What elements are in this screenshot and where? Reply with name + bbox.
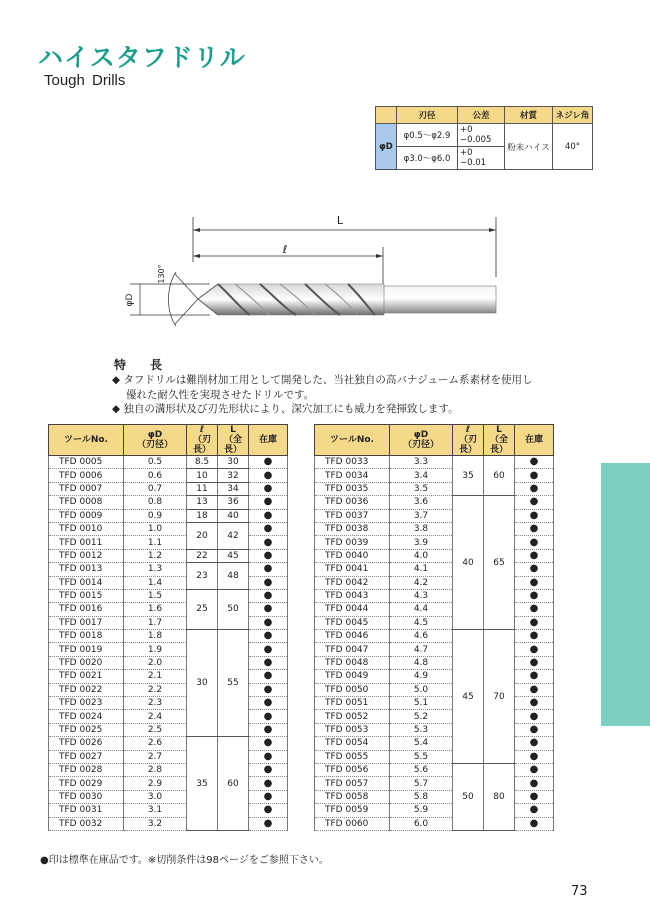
product-table-left — [48, 424, 288, 831]
table-row — [315, 456, 554, 469]
table-row — [49, 522, 288, 535]
cell-tool-no: TFD 0029 — [49, 777, 124, 790]
table-row — [315, 697, 554, 710]
cell-stock: ● — [515, 589, 554, 602]
cell-tool-no: TFD 0058 — [315, 790, 390, 803]
cell-tool-no: TFD 0051 — [315, 697, 390, 710]
page-number: 73 — [571, 884, 588, 899]
cell-flute-length: 18 — [187, 509, 218, 522]
table-row — [315, 723, 554, 736]
cell-stock: ● — [515, 710, 554, 723]
cell-overall-length: 32 — [218, 469, 249, 482]
cell-tool-no: TFD 0021 — [49, 670, 124, 683]
label-L: L — [336, 214, 344, 227]
table-row — [315, 656, 554, 669]
cell-tool-no: TFD 0060 — [315, 817, 390, 830]
table-row — [315, 737, 554, 750]
table-body-left — [49, 456, 288, 831]
drill-drawing — [100, 212, 510, 337]
cell-stock: ● — [515, 737, 554, 750]
dimension-flute-length — [193, 243, 383, 284]
table-row — [49, 456, 288, 469]
table-row — [315, 777, 554, 790]
cell-overall-length: 55 — [218, 630, 249, 737]
cell-stock: ● — [515, 576, 554, 589]
cell-stock: ● — [515, 763, 554, 776]
table-row — [49, 777, 288, 790]
table-row — [315, 549, 554, 562]
table-row — [315, 790, 554, 803]
cell-tool-no: TFD 0016 — [49, 603, 124, 616]
cell-tool-no: TFD 0017 — [49, 616, 124, 629]
cell-flute-length: 10 — [187, 469, 218, 482]
cell-tool-no: TFD 0010 — [49, 522, 124, 535]
cell-diameter: 3.8 — [390, 522, 453, 535]
cell-stock: ● — [249, 589, 288, 602]
cell-stock: ● — [515, 549, 554, 562]
cell-stock: ● — [249, 496, 288, 509]
cell-stock: ● — [515, 697, 554, 710]
cell-tool-no: TFD 0012 — [49, 549, 124, 562]
header-stock: 在庫 — [249, 425, 288, 456]
cell-stock: ● — [249, 549, 288, 562]
cell-stock: ● — [515, 630, 554, 643]
cell-tool-no: TFD 0057 — [315, 777, 390, 790]
table-row — [315, 603, 554, 616]
cell-diameter: 0.9 — [124, 509, 187, 522]
table-row — [315, 670, 554, 683]
cell-diameter: 2.1 — [124, 670, 187, 683]
cell-stock: ● — [249, 763, 288, 776]
spec-header-helix: ネジレ角 — [553, 107, 593, 124]
feature-1-cont: 優れた耐久性を実現させたドリルです。 — [126, 389, 315, 401]
cell-diameter: 5.8 — [390, 790, 453, 803]
cell-tool-no: TFD 0020 — [49, 656, 124, 669]
cell-tool-no: TFD 0045 — [315, 616, 390, 629]
cell-overall-length: 50 — [218, 589, 249, 629]
cell-diameter: 0.5 — [124, 456, 187, 469]
cell-tool-no: TFD 0042 — [315, 576, 390, 589]
cell-stock: ● — [249, 737, 288, 750]
cell-tool-no: TFD 0052 — [315, 710, 390, 723]
cell-stock: ● — [515, 563, 554, 576]
cell-diameter: 2.9 — [124, 777, 187, 790]
table-row — [315, 469, 554, 482]
cell-overall-length: 60 — [218, 737, 249, 831]
cell-stock: ● — [249, 630, 288, 643]
cell-flute-length: 25 — [187, 589, 218, 629]
cell-overall-length: 45 — [218, 549, 249, 562]
spec-tolerance: +0 −0.005 — [458, 124, 505, 147]
table-row — [49, 817, 288, 830]
label-diameter: φD — [125, 293, 135, 307]
header-tool: ツールNo. — [49, 425, 124, 456]
cell-overall-length: 36 — [218, 496, 249, 509]
cell-overall-length: 80 — [484, 763, 515, 830]
cell-tool-no: TFD 0023 — [49, 697, 124, 710]
label-point-angle: 130° — [157, 264, 166, 284]
cell-overall-length: 34 — [218, 482, 249, 495]
cell-diameter: 2.5 — [124, 723, 187, 736]
cell-stock: ● — [515, 469, 554, 482]
cell-flute-length: 22 — [187, 549, 218, 562]
cell-diameter: 0.8 — [124, 496, 187, 509]
cell-overall-length: 60 — [484, 456, 515, 496]
cell-stock: ● — [249, 456, 288, 469]
spec-header-tolerance: 公差 — [458, 107, 505, 124]
cell-tool-no: TFD 0025 — [49, 723, 124, 736]
table-row — [49, 536, 288, 549]
table-row — [315, 509, 554, 522]
cell-overall-length: 42 — [218, 522, 249, 549]
table-row — [49, 710, 288, 723]
table-row — [315, 817, 554, 830]
cell-tool-no: TFD 0056 — [315, 763, 390, 776]
cell-stock: ● — [515, 616, 554, 629]
cell-stock: ● — [249, 522, 288, 535]
cell-diameter: 5.4 — [390, 737, 453, 750]
cell-diameter: 4.0 — [390, 549, 453, 562]
cell-flute-length: 23 — [187, 563, 218, 590]
cell-diameter: 2.7 — [124, 750, 187, 763]
cell-stock: ● — [515, 804, 554, 817]
cell-diameter: 5.5 — [390, 750, 453, 763]
cell-stock: ● — [249, 469, 288, 482]
cell-diameter: 5.0 — [390, 683, 453, 696]
cell-stock: ● — [515, 522, 554, 535]
header-overall-length: L （全長） — [218, 425, 249, 456]
cell-tool-no: TFD 0046 — [315, 630, 390, 643]
cell-stock: ● — [515, 750, 554, 763]
cell-stock: ● — [515, 656, 554, 669]
spec-diameter-label: φD — [376, 124, 397, 170]
cell-diameter: 2.0 — [124, 656, 187, 669]
cell-tool-no: TFD 0026 — [49, 737, 124, 750]
cell-diameter: 5.2 — [390, 710, 453, 723]
cell-diameter: 2.8 — [124, 763, 187, 776]
table-row — [315, 763, 554, 776]
table-row — [49, 670, 288, 683]
cell-diameter: 1.3 — [124, 563, 187, 576]
cell-flute-length: 11 — [187, 482, 218, 495]
cell-diameter: 1.7 — [124, 616, 187, 629]
dimension-point-angle — [157, 264, 198, 326]
cell-diameter: 1.0 — [124, 522, 187, 535]
cell-diameter: 4.2 — [390, 576, 453, 589]
cell-stock: ● — [249, 790, 288, 803]
cell-tool-no: TFD 0019 — [49, 643, 124, 656]
cell-flute-length: 50 — [453, 763, 484, 830]
cell-stock: ● — [515, 603, 554, 616]
cell-diameter: 1.1 — [124, 536, 187, 549]
cell-diameter: 3.7 — [390, 509, 453, 522]
cell-stock: ● — [249, 536, 288, 549]
cell-flute-length: 8.5 — [187, 456, 218, 469]
cell-overall-length: 40 — [218, 509, 249, 522]
cell-overall-length: 65 — [484, 496, 515, 630]
cell-tool-no: TFD 0047 — [315, 643, 390, 656]
header-diameter: φD （刃径） — [124, 425, 187, 456]
cell-diameter: 0.7 — [124, 482, 187, 495]
cell-stock: ● — [249, 656, 288, 669]
cell-stock: ● — [515, 683, 554, 696]
table-row — [49, 804, 288, 817]
cell-tool-no: TFD 0034 — [315, 469, 390, 482]
cell-diameter: 5.7 — [390, 777, 453, 790]
cell-tool-no: TFD 0032 — [49, 817, 124, 830]
cell-tool-no: TFD 0035 — [315, 482, 390, 495]
cell-diameter: 3.2 — [124, 817, 187, 830]
cell-tool-no: TFD 0015 — [49, 589, 124, 602]
cell-flute-length: 30 — [187, 630, 218, 737]
features-heading: 特 長 — [114, 358, 169, 372]
cell-stock: ● — [249, 750, 288, 763]
table-row — [49, 683, 288, 696]
cell-tool-no: TFD 0039 — [315, 536, 390, 549]
table-row — [315, 643, 554, 656]
cell-diameter: 1.4 — [124, 576, 187, 589]
table-row — [315, 710, 554, 723]
cell-stock: ● — [249, 563, 288, 576]
table-row — [49, 656, 288, 669]
page-subtitle: Tough Drills — [44, 72, 126, 89]
cell-diameter: 4.4 — [390, 603, 453, 616]
cell-overall-length: 48 — [218, 563, 249, 590]
table-row — [315, 522, 554, 535]
cell-tool-no: TFD 0033 — [315, 456, 390, 469]
cell-tool-no: TFD 0055 — [315, 750, 390, 763]
cell-tool-no: TFD 0018 — [49, 630, 124, 643]
cell-tool-no: TFD 0053 — [315, 723, 390, 736]
cell-diameter: 4.1 — [390, 563, 453, 576]
cell-tool-no: TFD 0048 — [315, 656, 390, 669]
spec-range: φ0.5〜φ2.9 — [397, 124, 458, 147]
spec-table — [375, 106, 593, 170]
feature-2: ◆ 独自の溝形状及び刃先形状により、深穴加工にも威力を発揮致します。 — [112, 403, 459, 415]
cell-diameter: 3.3 — [390, 456, 453, 469]
cell-stock: ● — [515, 496, 554, 509]
cell-stock: ● — [515, 790, 554, 803]
cell-flute-length: 13 — [187, 496, 218, 509]
cell-diameter: 4.7 — [390, 643, 453, 656]
cell-tool-no: TFD 0014 — [49, 576, 124, 589]
table-body-right — [315, 456, 554, 831]
table-row — [49, 482, 288, 495]
header-flute-length: ℓ （刃長） — [453, 425, 484, 456]
table-row — [49, 496, 288, 509]
cell-overall-length: 70 — [484, 630, 515, 764]
cell-diameter: 0.6 — [124, 469, 187, 482]
cell-tool-no: TFD 0007 — [49, 482, 124, 495]
header-stock: 在庫 — [515, 425, 554, 456]
cell-diameter: 3.0 — [124, 790, 187, 803]
table-row — [315, 630, 554, 643]
cell-diameter: 6.0 — [390, 817, 453, 830]
cell-stock: ● — [249, 777, 288, 790]
header-tool: ツールNo. — [315, 425, 390, 456]
drill-body — [198, 284, 496, 315]
cell-stock: ● — [249, 710, 288, 723]
cell-diameter: 5.3 — [390, 723, 453, 736]
cell-tool-no: TFD 0044 — [315, 603, 390, 616]
table-row — [49, 643, 288, 656]
table-row — [49, 576, 288, 589]
page-title: ハイスタフドリル — [38, 43, 246, 72]
table-row — [315, 804, 554, 817]
cell-diameter: 1.2 — [124, 549, 187, 562]
cell-stock: ● — [249, 603, 288, 616]
cell-tool-no: TFD 0006 — [49, 469, 124, 482]
table-row — [315, 482, 554, 495]
cell-diameter: 1.9 — [124, 643, 187, 656]
cell-tool-no: TFD 0050 — [315, 683, 390, 696]
spec-range: φ3.0〜φ6.0 — [397, 147, 458, 170]
cell-stock: ● — [249, 683, 288, 696]
cell-tool-no: TFD 0054 — [315, 737, 390, 750]
cell-tool-no: TFD 0036 — [315, 496, 390, 509]
cell-flute-length: 40 — [453, 496, 484, 630]
table-row — [49, 603, 288, 616]
cell-tool-no: TFD 0049 — [315, 670, 390, 683]
cell-diameter: 3.4 — [390, 469, 453, 482]
cell-stock: ● — [515, 536, 554, 549]
cell-diameter: 4.8 — [390, 656, 453, 669]
table-row — [49, 469, 288, 482]
cell-stock: ● — [249, 723, 288, 736]
cell-diameter: 5.6 — [390, 763, 453, 776]
cell-flute-length: 35 — [187, 737, 218, 831]
spec-tolerance: +0 −0.01 — [458, 147, 505, 170]
header-flute-length: ℓ （刃長） — [187, 425, 218, 456]
cell-stock: ● — [249, 817, 288, 830]
cell-stock: ● — [249, 697, 288, 710]
table-row — [49, 723, 288, 736]
cell-tool-no: TFD 0011 — [49, 536, 124, 549]
table-row — [315, 563, 554, 576]
cell-diameter: 4.3 — [390, 589, 453, 602]
cell-diameter: 5.1 — [390, 697, 453, 710]
spec-header-diameter: 刃径 — [397, 107, 458, 124]
cell-tool-no: TFD 0022 — [49, 683, 124, 696]
table-row — [49, 697, 288, 710]
cell-tool-no: TFD 0038 — [315, 522, 390, 535]
cell-diameter: 2.4 — [124, 710, 187, 723]
cell-overall-length: 30 — [218, 456, 249, 469]
table-row — [49, 763, 288, 776]
product-table-right — [314, 424, 554, 831]
table-row — [315, 536, 554, 549]
cell-stock: ● — [515, 670, 554, 683]
cell-tool-no: TFD 0037 — [315, 509, 390, 522]
spec-helix-angle: 40° — [553, 124, 593, 170]
table-row — [49, 589, 288, 602]
cell-tool-no: TFD 0005 — [49, 456, 124, 469]
cell-tool-no: TFD 0013 — [49, 563, 124, 576]
cell-diameter: 1.6 — [124, 603, 187, 616]
table-row — [315, 616, 554, 629]
cell-diameter: 2.6 — [124, 737, 187, 750]
cell-diameter: 5.9 — [390, 804, 453, 817]
table-row — [315, 750, 554, 763]
cell-diameter: 3.1 — [124, 804, 187, 817]
cell-diameter: 3.6 — [390, 496, 453, 509]
cell-stock: ● — [515, 509, 554, 522]
cell-stock: ● — [515, 817, 554, 830]
table-row — [49, 630, 288, 643]
cell-stock: ● — [515, 723, 554, 736]
table-row — [49, 790, 288, 803]
cell-stock: ● — [515, 643, 554, 656]
cell-tool-no: TFD 0059 — [315, 804, 390, 817]
cell-diameter: 1.5 — [124, 589, 187, 602]
cell-tool-no: TFD 0040 — [315, 549, 390, 562]
cell-tool-no: TFD 0030 — [49, 790, 124, 803]
cell-diameter: 3.9 — [390, 536, 453, 549]
dimension-overall-length — [193, 214, 496, 277]
cell-diameter: 4.5 — [390, 616, 453, 629]
table-row — [49, 549, 288, 562]
cell-flute-length: 35 — [453, 456, 484, 496]
table-row — [315, 589, 554, 602]
cell-stock: ● — [249, 616, 288, 629]
cell-stock: ● — [249, 482, 288, 495]
cell-stock: ● — [515, 777, 554, 790]
cell-stock: ● — [249, 643, 288, 656]
cell-tool-no: TFD 0024 — [49, 710, 124, 723]
table-row — [315, 683, 554, 696]
cell-tool-no: TFD 0008 — [49, 496, 124, 509]
table-row — [49, 563, 288, 576]
cell-flute-length: 20 — [187, 522, 218, 549]
cell-tool-no: TFD 0041 — [315, 563, 390, 576]
table-row — [315, 576, 554, 589]
label-flute-length: ℓ — [282, 243, 288, 256]
cell-tool-no: TFD 0031 — [49, 804, 124, 817]
table-row — [49, 750, 288, 763]
cell-diameter: 3.5 — [390, 482, 453, 495]
table-row — [49, 737, 288, 750]
cell-tool-no: TFD 0027 — [49, 750, 124, 763]
cell-diameter: 1.8 — [124, 630, 187, 643]
cell-stock: ● — [249, 576, 288, 589]
cell-diameter: 2.3 — [124, 697, 187, 710]
cell-tool-no: TFD 0043 — [315, 589, 390, 602]
cell-stock: ● — [515, 482, 554, 495]
cell-stock: ● — [515, 456, 554, 469]
side-tab — [601, 463, 650, 726]
header-overall-length: L （全長） — [484, 425, 515, 456]
cell-diameter: 2.2 — [124, 683, 187, 696]
cell-diameter: 4.9 — [390, 670, 453, 683]
cell-stock: ● — [249, 509, 288, 522]
cell-flute-length: 45 — [453, 630, 484, 764]
header-diameter: φD （刃径） — [390, 425, 453, 456]
spec-header-material: 材質 — [505, 107, 553, 124]
footnote: ●印は標準在庫品です。※切削条件は98ページをご参照下さい。 — [40, 855, 329, 866]
table-row — [49, 509, 288, 522]
feature-1: ◆ タフドリルは難削材加工用として開発した、当社独自の高バナジューム系素材を使用し — [112, 374, 533, 386]
cell-diameter: 4.6 — [390, 630, 453, 643]
cell-stock: ● — [249, 804, 288, 817]
cell-tool-no: TFD 0028 — [49, 763, 124, 776]
table-row — [315, 496, 554, 509]
cell-stock: ● — [249, 670, 288, 683]
spec-material: 粉末ハイス — [505, 124, 553, 170]
cell-tool-no: TFD 0009 — [49, 509, 124, 522]
table-row — [49, 616, 288, 629]
